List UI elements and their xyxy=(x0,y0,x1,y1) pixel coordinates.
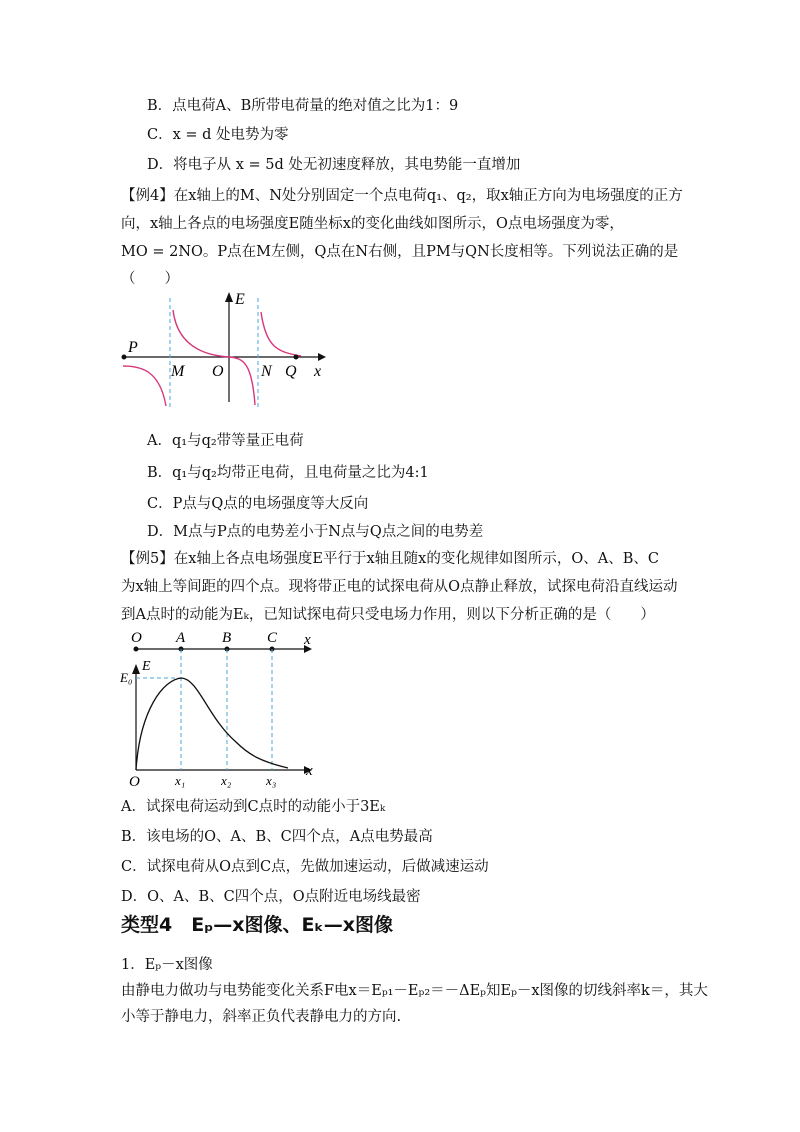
ex4-label-x: x xyxy=(314,363,322,380)
ex4-label-p: P xyxy=(128,339,138,356)
ex4-option-d: D．M点与P点的电势差小于N点与Q点之间的电势差 xyxy=(147,524,484,540)
ex4-label-e: E xyxy=(235,291,245,308)
ex5-label-o-top: O xyxy=(131,630,142,646)
ex4-label-o: O xyxy=(212,363,224,380)
ex5-e-curve xyxy=(136,678,288,770)
ex4-x-arrow xyxy=(318,353,326,361)
ex4-stem-line1: 【例4】在x轴上的M、N处分别固定一个点电荷q₁、q₂，取x轴正方向为电场强度的正方 xyxy=(121,188,683,204)
ex5-field-figure xyxy=(118,630,328,790)
ex4-field-figure xyxy=(118,290,328,410)
ex5-option-d: D．O、A、B、C四个点，O点附近电场线最密 xyxy=(121,889,421,905)
ex4-label-n: N xyxy=(261,363,272,380)
ex5-label-e: E xyxy=(142,659,151,674)
ex5-stem-line3: 到A点时的动能为Eₖ，已知试探电荷只受电场力作用，则以下分析正确的是（ ） xyxy=(121,607,655,623)
ex5-label-x1: x₁ xyxy=(175,773,186,788)
ex4-stem-line3: MO = 2NO。P点在M左侧，Q点在N右侧，且PM与QN长度相等。下列说法正确的是 xyxy=(121,244,679,260)
type4-heading: 类型4 Eₚ—x图像、Eₖ—x图像 xyxy=(121,914,394,936)
ex5-label-a: A xyxy=(176,630,186,646)
ex4-option-a: A．q₁与q₂带等量正电荷 xyxy=(147,433,304,449)
type4-paragraph-line2: 小等于静电力，斜率正负代表静电力的方向. xyxy=(121,1009,402,1025)
ex5-label-o-bottom: O xyxy=(129,774,140,790)
ex5-label-x3: x₃ xyxy=(266,773,277,788)
ex5-option-b: B．该电场的O、A、B、C四个点，A点电势最高 xyxy=(121,829,433,845)
ex4-point-q xyxy=(294,355,299,360)
ex5-e-arrow xyxy=(132,664,140,674)
ex5-point-o xyxy=(134,647,139,652)
ex5-stem-line2: 为x轴上等间距的四个点。现将带正电的试探电荷从O点静止释放，试探电荷沿直线运动 xyxy=(121,579,678,595)
ex5-label-b: B xyxy=(222,630,232,646)
ex4-option-b: B．q₁与q₂均带正电荷，且电荷量之比为4:1 xyxy=(147,465,429,481)
ex5-label-x2: x₂ xyxy=(221,773,232,788)
ex3-option-b: B．点电荷A、B所带电荷量的绝对值之比为1：9 xyxy=(147,98,459,114)
ex5-stem-line1: 【例5】在x轴上各点电场强度E平行于x轴且随x的变化规律如图所示，O、A、B、C xyxy=(121,551,659,567)
ex4-curve-right xyxy=(261,312,301,356)
ex5-label-e0: E₀ xyxy=(120,670,133,685)
ex4-e-arrow xyxy=(225,292,233,302)
ex4-option-c: C．P点与Q点的电场强度等大反向 xyxy=(147,496,369,512)
ex4-point-p xyxy=(122,355,127,360)
ex5-label-x-bottom: x xyxy=(306,763,313,779)
ex4-label-m: M xyxy=(171,363,185,380)
type4-subheading: 1．Eₚ－x图像 xyxy=(121,957,213,973)
type4-paragraph-line1: 由静电力做功与电势能变化关系F电x＝Eₚ₁－Eₚ₂＝－ΔEₚ知Eₚ－x图像的切线斜率k＝，其大 xyxy=(121,983,708,999)
ex4-stem-line4: （ ） xyxy=(121,271,179,287)
ex5-option-a: A．试探电荷运动到C点时的动能小于3Eₖ xyxy=(121,799,386,815)
ex5-label-x-top: x xyxy=(304,632,311,648)
ex4-stem-line2: 向，x轴上各点的电场强度E随坐标x的变化曲线如图所示，O点电场强度为零， xyxy=(121,216,624,232)
ex3-option-c: C．x = d 处电势为零 xyxy=(147,127,289,143)
ex5-label-c: C xyxy=(267,630,278,646)
ex4-label-q: Q xyxy=(285,363,297,380)
ex3-option-d: D．将电子从 x = 5d 处无初速度释放，其电势能一直增加 xyxy=(147,157,521,173)
ex4-curve-left xyxy=(123,366,166,406)
ex5-option-c: C．试探电荷从O点到C点，先做加速运动，后做减速运动 xyxy=(121,859,489,875)
